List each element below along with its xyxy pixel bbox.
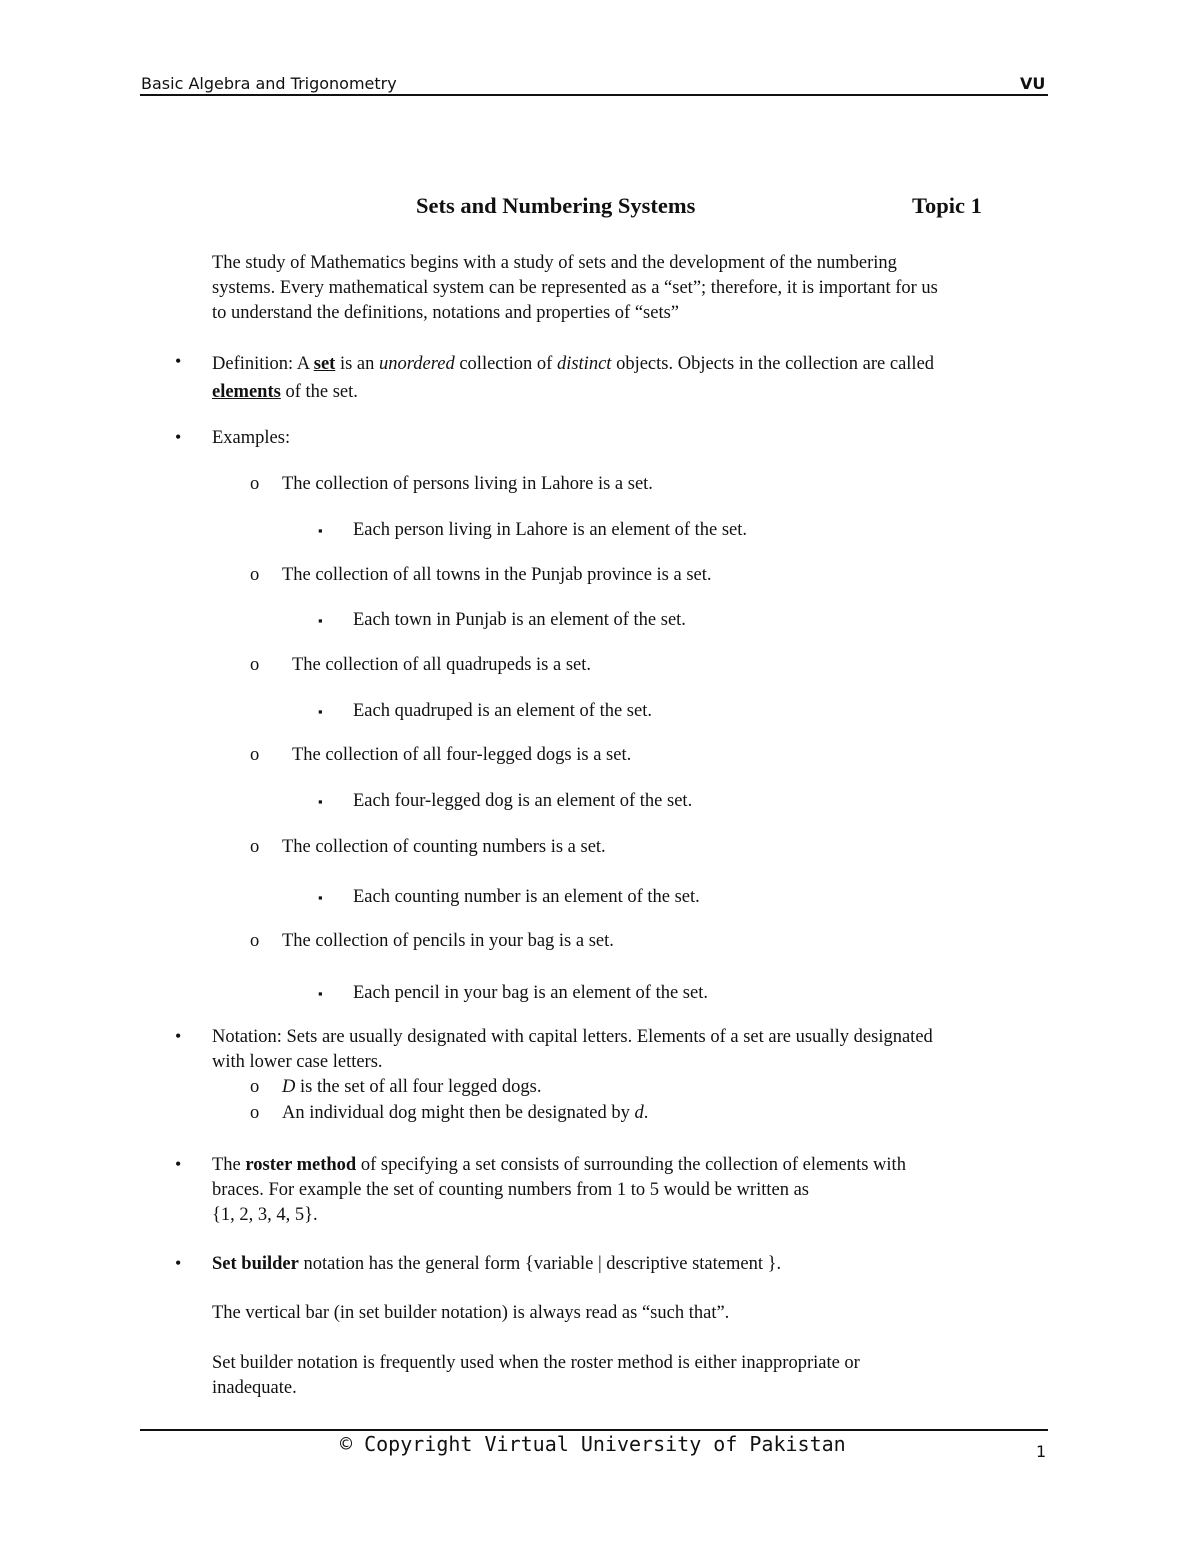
roster-line: The roster method of specifying a set consists of surrounding the collection of elements with [212,1155,906,1175]
intro-line: systems. Every mathematical system can be represented as a “set”; therefore, it is important for us [212,278,938,298]
examples-label: Examples: [212,428,291,448]
square-bullet-icon: ▪ [318,704,323,719]
notation-line: with lower case letters. [212,1052,383,1072]
bullet-icon: • [175,1154,182,1174]
term-roster-method: roster method [245,1155,357,1175]
term-set: set [313,354,336,374]
term-elements: elements [212,382,281,402]
page-title: Sets and Numbering Systems [416,193,696,218]
bullet-icon: • [175,1026,182,1046]
notation-line: Notation: Sets are usually designated with capital letters. Elements of a set are usually designated [212,1027,933,1047]
square-bullet-icon: ▪ [318,890,323,905]
bullet-icon: • [175,427,182,447]
circle-bullet-icon: o [250,1077,260,1097]
example-subitem: Each four-legged dog is an element of the set. [353,791,693,811]
example-item: The collection of persons living in Lahore is a set. [282,474,653,494]
example-item: The collection of pencils in your bag is a set. [282,931,614,951]
definition-line-2: elements of the set. [212,382,358,402]
intro-line: The study of Mathematics begins with a study of sets and the development of the numbering [212,253,897,273]
example-subitem: Each pencil in your bag is an element of the set. [353,983,708,1003]
intro-paragraph [212,251,1072,326]
square-bullet-icon: ▪ [318,794,323,809]
setbuilder-paragraph: The vertical bar (in set builder notation) is always read as “such that”. [212,1303,730,1323]
example-subitem: Each person living in Lahore is an element of the set. [353,520,748,540]
roster-item [212,1153,1072,1228]
circle-bullet-icon: o [250,837,260,857]
roster-line: braces. For example the set of counting numbers from 1 to 5 would be written as [212,1180,809,1200]
intro-line: to understand the definitions, notations and properties of “sets” [212,303,680,323]
term-distinct: distinct [556,354,612,374]
circle-bullet-icon: o [250,745,260,765]
circle-bullet-icon: o [250,1103,260,1123]
circle-bullet-icon: o [250,474,260,494]
page-number: 1 [1036,1442,1047,1461]
bullet-icon: • [175,1253,182,1273]
circle-bullet-icon: o [250,565,260,585]
example-item: The collection of all towns in the Punjab province is a set. [282,565,712,585]
header-title: Basic Algebra and Trigonometry [141,74,397,93]
setbuilder-item: Set builder notation has the general form {variable | descriptive statement }. [212,1254,782,1274]
bullet-icon: • [175,351,182,371]
example-subitem: Each town in Punjab is an element of the set. [353,610,686,630]
term-unordered: unordered [379,354,455,374]
example-subitem: Each quadruped is an element of the set. [353,701,652,721]
setbuilder-paragraph-2: Set builder notation is frequently used when the roster method is either inappropriate or inadequate. [212,1353,860,1398]
notation-subitem: D is the set of all four legged dogs. [282,1077,542,1097]
circle-bullet-icon: o [250,655,260,675]
notation-item [212,1025,1072,1075]
example-item: The collection of counting numbers is a set. [282,837,606,857]
roster-example: {1, 2, 3, 4, 5}. [212,1205,318,1225]
square-bullet-icon: ▪ [318,986,323,1001]
header-rule [140,94,1048,96]
notation-subitem: An individual dog might then be designated by d. [282,1103,649,1123]
header-vu: VU [1020,74,1046,93]
example-item: The collection of all quadrupeds is a set. [292,655,591,675]
footer-rule [140,1429,1048,1431]
square-bullet-icon: ▪ [318,613,323,628]
example-item: The collection of all four-legged dogs is a set. [292,745,632,765]
topic-label: Topic 1 [912,193,982,218]
circle-bullet-icon: o [250,931,260,951]
definition-item [212,350,1072,406]
square-bullet-icon: ▪ [318,523,323,538]
term-set-builder: Set builder [212,1254,299,1274]
definition-line: Definition: A set is an unordered collection of distinct objects. Objects in the collection are called [212,354,935,374]
example-subitem: Each counting number is an element of the set. [353,887,700,907]
footer-copyright: © Copyright Virtual University of Pakistan [340,1432,846,1456]
